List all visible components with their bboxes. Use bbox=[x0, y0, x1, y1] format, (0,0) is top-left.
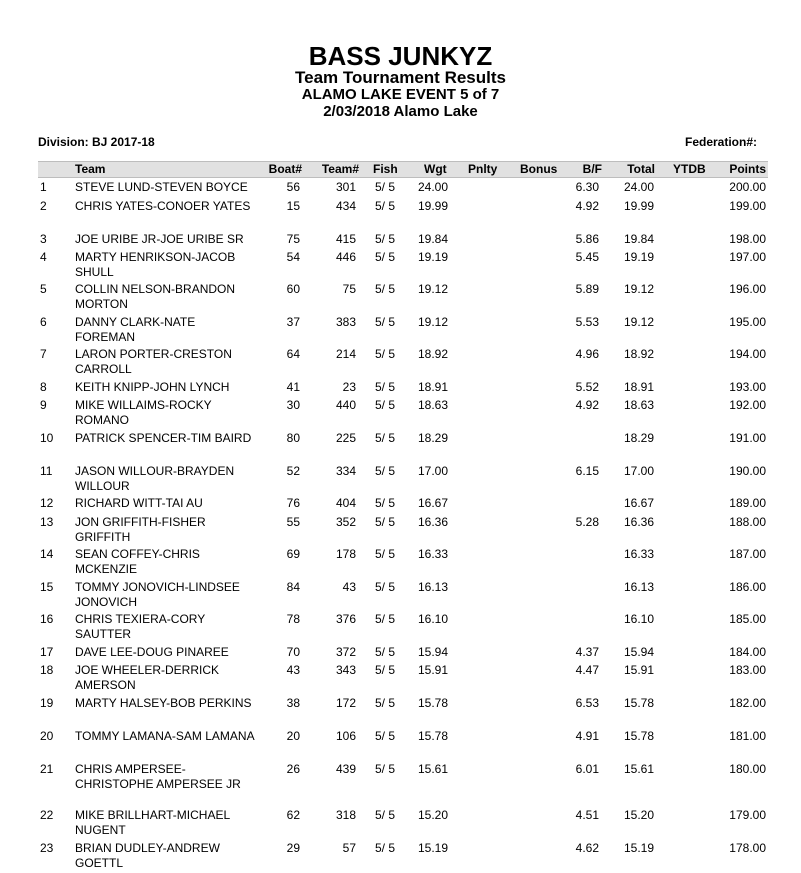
cell-rank: 9 bbox=[40, 398, 47, 412]
col-fish: Fish bbox=[373, 162, 398, 176]
cell-boat: 15 bbox=[286, 199, 300, 213]
cell-team-no: 352 bbox=[335, 515, 356, 529]
cell-total: 15.19 bbox=[623, 841, 654, 855]
cell-fish: 5/ 5 bbox=[375, 841, 396, 855]
col-points: Points bbox=[729, 162, 766, 176]
cell-fish: 5/ 5 bbox=[375, 199, 396, 213]
cell-total: 15.94 bbox=[623, 645, 654, 659]
cell-rank: 11 bbox=[40, 464, 53, 478]
cell-wgt: 18.63 bbox=[418, 398, 449, 412]
cell-fish: 5/ 5 bbox=[375, 431, 396, 445]
cell-points: 180.00 bbox=[729, 762, 766, 776]
cell-points: 197.00 bbox=[729, 250, 766, 264]
cell-team: JON GRIFFITH-FISHER GRIFFITH bbox=[75, 515, 206, 544]
cell-wgt: 17.00 bbox=[418, 464, 449, 478]
cell-fish: 5/ 5 bbox=[375, 347, 396, 361]
cell-team-no: 383 bbox=[335, 315, 356, 329]
cell-team: DANNY CLARK-NATE FOREMAN bbox=[75, 315, 196, 344]
cell-fish: 5/ 5 bbox=[375, 547, 396, 561]
cell-rank: 19 bbox=[40, 696, 54, 710]
cell-team: RICHARD WITT-TAI AU bbox=[75, 496, 203, 510]
cell-fish: 5/ 5 bbox=[375, 282, 396, 296]
cell-total: 15.78 bbox=[623, 696, 654, 710]
cell-rank: 2 bbox=[40, 199, 47, 213]
cell-fish: 5/ 5 bbox=[375, 808, 396, 822]
cell-fish: 5/ 5 bbox=[375, 612, 396, 626]
cell-rank: 7 bbox=[40, 347, 47, 361]
cell-boat: 20 bbox=[286, 729, 300, 743]
cell-bf: 4.92 bbox=[575, 398, 599, 412]
cell-team: LARON PORTER-CRESTON CARROLL bbox=[75, 347, 232, 376]
cell-wgt: 15.78 bbox=[418, 729, 449, 743]
cell-team-no: 440 bbox=[335, 398, 356, 412]
cell-bf: 4.62 bbox=[575, 841, 599, 855]
cell-team: KEITH KNIPP-JOHN LYNCH bbox=[75, 380, 230, 394]
cell-points: 178.00 bbox=[729, 841, 766, 855]
cell-fish: 5/ 5 bbox=[375, 645, 396, 659]
cell-total: 16.13 bbox=[623, 580, 654, 594]
cell-fish: 5/ 5 bbox=[375, 496, 396, 510]
cell-bf: 5.45 bbox=[575, 250, 599, 264]
cell-points: 195.00 bbox=[729, 315, 766, 329]
cell-team: MARTY HALSEY-BOB PERKINS bbox=[75, 696, 252, 710]
cell-rank: 13 bbox=[40, 515, 54, 529]
federation-label: Federation#: bbox=[684, 135, 757, 149]
cell-team-no: 301 bbox=[335, 180, 356, 194]
cell-team: CHRIS TEXIERA-CORY SAUTTER bbox=[75, 612, 206, 641]
cell-fish: 5/ 5 bbox=[375, 380, 396, 394]
cell-wgt: 15.94 bbox=[418, 645, 449, 659]
cell-rank: 23 bbox=[40, 841, 54, 855]
cell-team-no: 106 bbox=[335, 729, 356, 743]
col-bf: B/F bbox=[582, 162, 602, 176]
cell-boat: 52 bbox=[286, 464, 300, 478]
col-team: Team bbox=[75, 162, 106, 176]
col-pnlty: Pnlty bbox=[468, 162, 498, 176]
cell-boat: 64 bbox=[286, 347, 300, 361]
cell-boat: 70 bbox=[286, 645, 300, 659]
cell-team-no: 57 bbox=[342, 841, 356, 855]
cell-team-no: 225 bbox=[335, 431, 356, 445]
cell-points: 185.00 bbox=[729, 612, 766, 626]
cell-rank: 8 bbox=[40, 380, 47, 394]
cell-bf: 6.15 bbox=[575, 464, 599, 478]
cell-wgt: 16.13 bbox=[418, 580, 449, 594]
cell-wgt: 19.12 bbox=[418, 282, 449, 296]
cell-total: 19.99 bbox=[623, 199, 654, 213]
cell-team: DAVE LEE-DOUG PINAREE bbox=[75, 645, 229, 659]
cell-points: 179.00 bbox=[729, 808, 766, 822]
cell-team-no: 376 bbox=[335, 612, 356, 626]
cell-boat: 62 bbox=[286, 808, 300, 822]
cell-points: 186.00 bbox=[729, 580, 766, 594]
cell-fish: 5/ 5 bbox=[375, 762, 396, 776]
cell-bf: 5.28 bbox=[575, 515, 599, 529]
cell-total: 18.92 bbox=[623, 347, 654, 361]
cell-boat: 38 bbox=[286, 696, 300, 710]
cell-fish: 5/ 5 bbox=[375, 464, 396, 478]
cell-total: 24.00 bbox=[623, 180, 654, 194]
cell-team-no: 446 bbox=[335, 250, 356, 264]
cell-total: 18.63 bbox=[623, 398, 654, 412]
cell-total: 18.91 bbox=[623, 380, 654, 394]
cell-wgt: 15.78 bbox=[418, 696, 449, 710]
cell-team-no: 404 bbox=[335, 496, 356, 510]
cell-wgt: 19.84 bbox=[418, 232, 449, 246]
cell-team: SEAN COFFEY-CHRIS MCKENZIE bbox=[75, 547, 200, 576]
cell-boat: 26 bbox=[286, 762, 300, 776]
cell-boat: 30 bbox=[286, 398, 300, 412]
cell-total: 19.84 bbox=[623, 232, 654, 246]
cell-points: 181.00 bbox=[729, 729, 766, 743]
cell-points: 182.00 bbox=[729, 696, 766, 710]
cell-fish: 5/ 5 bbox=[375, 663, 396, 677]
page-title: BASS JUNKYZ bbox=[308, 41, 493, 71]
cell-boat: 55 bbox=[286, 515, 300, 529]
cell-fish: 5/ 5 bbox=[375, 315, 396, 329]
cell-total: 15.61 bbox=[623, 762, 654, 776]
cell-total: 15.20 bbox=[623, 808, 654, 822]
cell-total: 17.00 bbox=[623, 464, 654, 478]
cell-fish: 5/ 5 bbox=[375, 696, 396, 710]
cell-wgt: 16.67 bbox=[418, 496, 449, 510]
cell-rank: 22 bbox=[40, 808, 54, 822]
cell-fish: 5/ 5 bbox=[375, 729, 396, 743]
cell-wgt: 24.00 bbox=[418, 180, 449, 194]
cell-bf: 6.01 bbox=[575, 762, 599, 776]
cell-rank: 14 bbox=[40, 547, 54, 561]
cell-fish: 5/ 5 bbox=[375, 232, 396, 246]
cell-rank: 17 bbox=[40, 645, 54, 659]
cell-wgt: 19.12 bbox=[418, 315, 449, 329]
cell-rank: 5 bbox=[40, 282, 47, 296]
cell-points: 191.00 bbox=[729, 431, 766, 445]
cell-bf: 4.37 bbox=[575, 645, 599, 659]
cell-fish: 5/ 5 bbox=[375, 250, 396, 264]
cell-team-no: 43 bbox=[342, 580, 356, 594]
cell-team-no: 415 bbox=[335, 232, 356, 246]
cell-rank: 16 bbox=[40, 612, 54, 626]
cell-fish: 5/ 5 bbox=[375, 580, 396, 594]
cell-total: 15.78 bbox=[623, 729, 654, 743]
cell-bf: 5.53 bbox=[575, 315, 599, 329]
cell-wgt: 16.33 bbox=[418, 547, 449, 561]
cell-rank: 10 bbox=[40, 431, 54, 445]
cell-team: STEVE LUND-STEVEN BOYCE bbox=[75, 180, 248, 194]
col-total: Total bbox=[627, 162, 655, 176]
cell-points: 199.00 bbox=[729, 199, 766, 213]
cell-team-no: 23 bbox=[342, 380, 356, 394]
cell-rank: 20 bbox=[40, 729, 54, 743]
cell-bf: 6.30 bbox=[575, 180, 599, 194]
cell-points: 192.00 bbox=[729, 398, 766, 412]
cell-total: 16.33 bbox=[623, 547, 654, 561]
cell-team-no: 178 bbox=[335, 547, 356, 561]
cell-bf: 4.51 bbox=[575, 808, 599, 822]
cell-points: 188.00 bbox=[729, 515, 766, 529]
cell-points: 196.00 bbox=[729, 282, 766, 296]
cell-rank: 1 bbox=[40, 180, 47, 194]
cell-points: 183.00 bbox=[729, 663, 766, 677]
cell-team: TOMMY LAMANA-SAM LAMANA bbox=[75, 729, 255, 743]
cell-bf: 4.92 bbox=[575, 199, 599, 213]
cell-team: BRIAN DUDLEY-ANDREW GOETTL bbox=[75, 841, 220, 870]
col-boat: Boat# bbox=[268, 162, 302, 176]
cell-wgt: 19.19 bbox=[418, 250, 449, 264]
cell-team-no: 214 bbox=[335, 347, 356, 361]
col-ytdb: YTDB bbox=[673, 162, 706, 176]
cell-fish: 5/ 5 bbox=[375, 515, 396, 529]
cell-wgt: 18.91 bbox=[418, 380, 449, 394]
cell-points: 190.00 bbox=[729, 464, 766, 478]
cell-boat: 69 bbox=[286, 547, 300, 561]
cell-total: 18.29 bbox=[623, 431, 654, 445]
cell-team-no: 434 bbox=[335, 199, 356, 213]
cell-wgt: 18.29 bbox=[418, 431, 449, 445]
cell-team: JOE URIBE JR-JOE URIBE SR bbox=[75, 232, 244, 246]
division-label: Division: BJ 2017-18 bbox=[38, 135, 155, 149]
cell-rank: 15 bbox=[40, 580, 54, 594]
cell-bf: 6.53 bbox=[575, 696, 599, 710]
cell-fish: 5/ 5 bbox=[375, 398, 396, 412]
cell-wgt: 15.20 bbox=[418, 808, 449, 822]
cell-wgt: 16.10 bbox=[418, 612, 449, 626]
cell-rank: 21 bbox=[40, 762, 54, 776]
cell-boat: 78 bbox=[286, 612, 300, 626]
cell-boat: 43 bbox=[286, 663, 300, 677]
cell-boat: 41 bbox=[286, 380, 300, 394]
cell-team: JASON WILLOUR-BRAYDEN WILLOUR bbox=[75, 464, 235, 493]
cell-fish: 5/ 5 bbox=[375, 180, 396, 194]
cell-boat: 56 bbox=[286, 180, 300, 194]
cell-rank: 12 bbox=[40, 496, 54, 510]
cell-total: 15.91 bbox=[623, 663, 654, 677]
cell-team: PATRICK SPENCER-TIM BAIRD bbox=[75, 431, 252, 445]
cell-team: COLLIN NELSON-BRANDON MORTON bbox=[75, 282, 236, 311]
cell-points: 200.00 bbox=[729, 180, 766, 194]
cell-team: MIKE BRILLHART-MICHAEL NUGENT bbox=[75, 808, 230, 837]
cell-team-no: 318 bbox=[335, 808, 356, 822]
cell-boat: 54 bbox=[286, 250, 300, 264]
cell-boat: 37 bbox=[286, 315, 300, 329]
cell-total: 19.12 bbox=[623, 282, 654, 296]
cell-wgt: 15.19 bbox=[418, 841, 449, 855]
cell-points: 198.00 bbox=[729, 232, 766, 246]
cell-total: 16.10 bbox=[623, 612, 654, 626]
cell-points: 194.00 bbox=[729, 347, 766, 361]
cell-total: 19.19 bbox=[623, 250, 654, 264]
cell-wgt: 16.36 bbox=[418, 515, 449, 529]
cell-points: 193.00 bbox=[729, 380, 766, 394]
cell-wgt: 15.91 bbox=[418, 663, 449, 677]
cell-boat: 84 bbox=[286, 580, 300, 594]
cell-rank: 3 bbox=[40, 232, 47, 246]
col-wgt: Wgt bbox=[424, 162, 447, 176]
event-name: ALAMO LAKE EVENT 5 of 7 bbox=[301, 86, 500, 103]
cell-team-no: 343 bbox=[335, 663, 356, 677]
cell-team: TOMMY JONOVICH-LINDSEE JONOVICH bbox=[75, 580, 240, 609]
col-bonus: Bonus bbox=[520, 162, 558, 176]
cell-rank: 6 bbox=[40, 315, 47, 329]
cell-boat: 75 bbox=[286, 232, 300, 246]
cell-team-no: 372 bbox=[335, 645, 356, 659]
col-team-number: Team# bbox=[321, 162, 359, 176]
cell-bf: 5.52 bbox=[575, 380, 599, 394]
cell-bf: 4.47 bbox=[575, 663, 599, 677]
cell-points: 189.00 bbox=[729, 496, 766, 510]
cell-team-no: 334 bbox=[335, 464, 356, 478]
cell-team: CHRIS YATES-CONOER YATES bbox=[75, 199, 251, 213]
cell-rank: 4 bbox=[40, 250, 47, 264]
cell-wgt: 15.61 bbox=[418, 762, 449, 776]
cell-wgt: 19.99 bbox=[418, 199, 449, 213]
cell-bf: 4.91 bbox=[575, 729, 599, 743]
cell-total: 19.12 bbox=[623, 315, 654, 329]
cell-total: 16.36 bbox=[623, 515, 654, 529]
cell-team: MIKE WILLAIMS-ROCKY ROMANO bbox=[75, 398, 212, 427]
cell-team: CHRIS AMPERSEE-CHRISTOPHE AMPERSEE JR bbox=[75, 762, 241, 791]
cell-bf: 5.89 bbox=[575, 282, 599, 296]
cell-boat: 80 bbox=[286, 431, 300, 445]
cell-team: JOE WHEELER-DERRICK AMERSON bbox=[75, 663, 220, 692]
cell-bf: 4.96 bbox=[575, 347, 599, 361]
cell-total: 16.67 bbox=[623, 496, 654, 510]
cell-team-no: 439 bbox=[335, 762, 356, 776]
cell-boat: 76 bbox=[286, 496, 300, 510]
event-date-location: 2/03/2018 Alamo Lake bbox=[323, 103, 478, 120]
cell-points: 184.00 bbox=[729, 645, 766, 659]
cell-rank: 18 bbox=[40, 663, 54, 677]
cell-wgt: 18.92 bbox=[418, 347, 449, 361]
cell-team-no: 75 bbox=[342, 282, 356, 296]
cell-points: 187.00 bbox=[729, 547, 766, 561]
cell-boat: 29 bbox=[286, 841, 300, 855]
cell-boat: 60 bbox=[286, 282, 300, 296]
page-subtitle: Team Tournament Results bbox=[295, 68, 506, 87]
cell-team: MARTY HENRIKSON-JACOB SHULL bbox=[75, 250, 236, 279]
cell-team-no: 172 bbox=[335, 696, 356, 710]
cell-bf: 5.86 bbox=[575, 232, 599, 246]
